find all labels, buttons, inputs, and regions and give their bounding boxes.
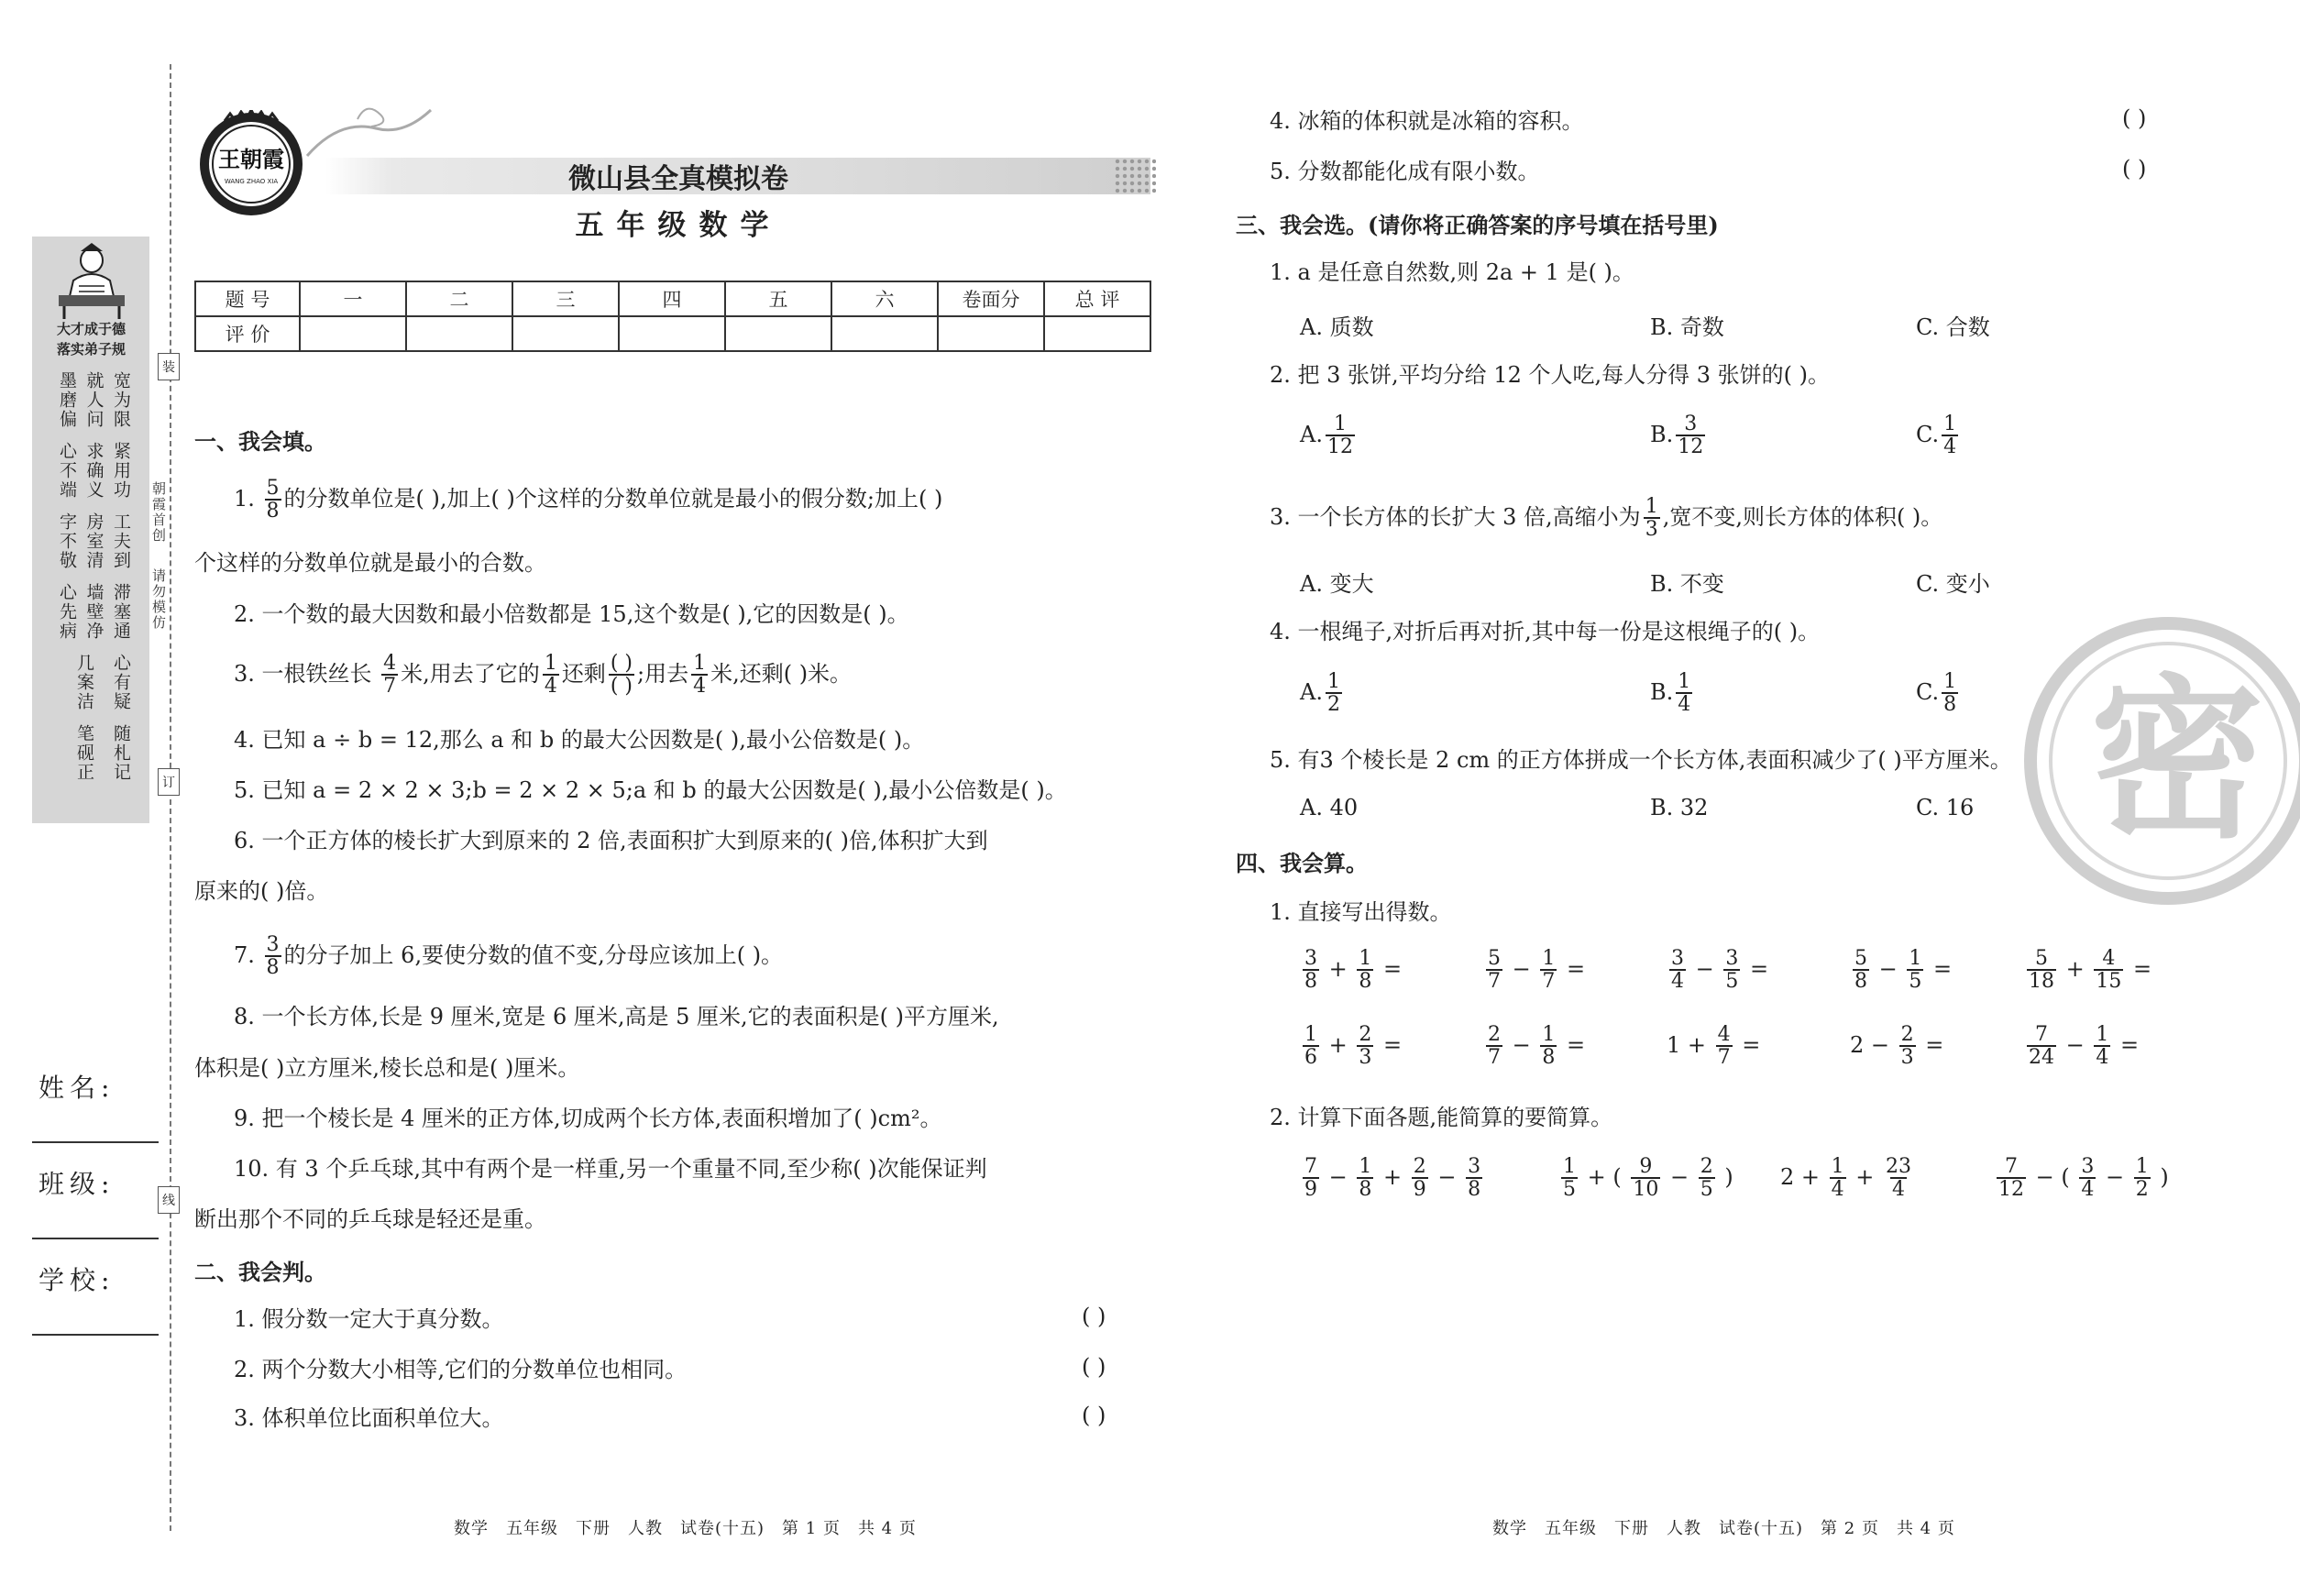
- score-table: [194, 281, 1151, 352]
- numerator: 3: [1304, 947, 1317, 970]
- equals-sign: =: [2126, 956, 2152, 982]
- denominator: 7: [1717, 1046, 1731, 1069]
- denominator: 24: [2029, 1046, 2054, 1069]
- side-note-1: 朝霞首创: [150, 481, 167, 544]
- fraction: [1540, 1025, 1557, 1068]
- fraction: [1326, 672, 1342, 715]
- section1-heading: 一、我会填。: [194, 428, 326, 455]
- sidebar-slogan: [39, 319, 144, 359]
- binding-tag-bot: 线: [158, 1186, 180, 1214]
- numerator: 1: [1645, 495, 1658, 518]
- numerator: 5: [266, 477, 280, 500]
- operand: 1: [1667, 1032, 1681, 1058]
- oral-calc-item: [1300, 1025, 1402, 1068]
- s3-q1-option-a[interactable]: A. 质数: [1300, 314, 1374, 340]
- score-input-cell[interactable]: [406, 316, 512, 351]
- s4-q2: 2. 计算下面各题,能简算的要简算。: [1270, 1105, 1613, 1130]
- s3-q5-option-a[interactable]: A. 40: [1300, 795, 1359, 820]
- fraction: [1486, 1025, 1502, 1068]
- denominator: 3: [1900, 1046, 1914, 1069]
- fraction: $\frac{1}{2}$: [2135, 1155, 2149, 1201]
- motto-col: 墨磨偏: [57, 371, 77, 429]
- oral-calc-item: [1483, 949, 1585, 992]
- s1-q1-line1: [234, 479, 942, 522]
- operator: +: [1680, 1032, 1713, 1058]
- s3-q2-option-a[interactable]: [1300, 414, 1358, 457]
- fraction: [1486, 949, 1502, 992]
- motto-columns: [55, 371, 133, 782]
- fraction: [1716, 1025, 1733, 1068]
- denominator: 2: [1326, 693, 1340, 716]
- operator: −: [1872, 956, 1905, 982]
- equals-sign: =: [1918, 1032, 1944, 1058]
- section3-heading: 三、我会选。(请你将正确答案的序号填在括号里): [1236, 212, 1719, 238]
- equals-sign: =: [1743, 956, 1769, 982]
- fraction: [2027, 949, 2056, 992]
- motto-group-6: [55, 724, 133, 782]
- name-label: 姓名:: [39, 1073, 116, 1103]
- fraction: [1357, 1025, 1373, 1068]
- numerator: 4: [1717, 1023, 1731, 1046]
- numerator: 1: [1542, 1023, 1556, 1046]
- fraction: $\frac{1}{8}$: [1359, 1155, 1372, 1201]
- fraction: [1942, 414, 1958, 457]
- denominator: 7: [1542, 970, 1556, 993]
- fraction: [1303, 949, 1319, 992]
- section4-heading: 四、我会算。: [1236, 850, 1368, 876]
- numerator: 3: [1671, 947, 1684, 970]
- denominator: 8: [266, 500, 280, 523]
- denominator: 3: [1645, 518, 1658, 541]
- logo-text: 王朝霞: [218, 146, 284, 172]
- numerator: 1: [1359, 947, 1372, 970]
- s3-q3-option-c[interactable]: C. 变小: [1916, 571, 1990, 597]
- denominator: 4: [1678, 693, 1691, 716]
- numerator: 4: [383, 652, 397, 675]
- school-field[interactable]: [32, 1334, 159, 1336]
- fraction: [2027, 1025, 2056, 1068]
- numerator: 1: [1678, 670, 1691, 693]
- denominator: 8: [1304, 970, 1317, 993]
- s3-q2-option-b[interactable]: [1650, 414, 1708, 457]
- confidential-stamp: [2021, 614, 2300, 908]
- s3-q1-option-c[interactable]: C. 合数: [1916, 314, 1990, 340]
- motto-col: 笔砚正: [74, 724, 94, 782]
- score-header-row: [195, 281, 1150, 316]
- motto-col: 滞塞通: [111, 583, 131, 641]
- denominator: 12: [1326, 435, 1353, 458]
- slogan-line-1: 大才成于德: [56, 321, 126, 337]
- fraction: [543, 654, 559, 697]
- score-cell: 总 评: [1044, 281, 1150, 316]
- answer-paren[interactable]: ( ): [1082, 1403, 1106, 1428]
- motto-group-5: [55, 654, 133, 711]
- score-input-cell[interactable]: [300, 316, 406, 351]
- numerator: 2: [1900, 1023, 1914, 1046]
- s1-q6-line1: 6. 一个正方体的棱长扩大到原来的 2 倍,表面积扩大到原来的( )倍,体积扩大到: [234, 828, 988, 853]
- oral-calc-item: [2024, 1025, 2139, 1068]
- fraction: [1899, 1025, 1916, 1068]
- fraction: $\frac{1}{4}$: [1831, 1155, 1844, 1201]
- fraction: [2094, 949, 2123, 992]
- binding-tag-mid: 订: [158, 768, 180, 796]
- s1-q1-line2: 个这样的分数单位就是最小的合数。: [194, 550, 546, 576]
- s1-q5: 5. 已知 a = 2 × 2 × 3;b = 2 × 2 × 5;a 和 b 的最大公因数是( ),最小公倍数是( )。: [234, 777, 1067, 803]
- denominator: 18: [2029, 970, 2054, 993]
- q-text: ;用去: [636, 661, 689, 687]
- q-text: 还剩: [561, 661, 606, 687]
- equals-sign: =: [1376, 1032, 1403, 1058]
- denominator: 7: [383, 675, 397, 698]
- motto-col: 就人问: [83, 371, 105, 429]
- numerator: 1: [2096, 1023, 2109, 1046]
- fraction: $\frac{23}{4}$: [1886, 1155, 1912, 1201]
- numerator: 1: [544, 652, 557, 675]
- motto-col: 心有疑: [111, 654, 131, 711]
- binding-line: [170, 64, 171, 1531]
- motto-col: 求确义: [83, 442, 105, 500]
- numerator: 1: [1326, 670, 1340, 693]
- s1-q10-line1: 10. 有 3 个乒乓球,其中有两个是一样重,另一个重量不同,至少称( )次能保证判: [234, 1156, 987, 1182]
- q-text: 3. 一个长方体的长扩大 3 倍,高缩小为: [1270, 504, 1641, 530]
- option-letter: B.: [1650, 679, 1674, 705]
- s3-q5: 5. 有3 个棱长是 2 cm 的正方体拼成一个长方体,表面积减少了( )平方厘米。: [1270, 747, 2012, 773]
- s1-q9: 9. 把一个棱长是 4 厘米的正方体,切成两个长方体,表面积增加了( )cm²。: [234, 1106, 942, 1131]
- fraction: [1540, 949, 1557, 992]
- s1-q6-line2: 原来的( )倍。: [194, 878, 329, 904]
- footer-right: 数学 五年级 下册 人教 试卷(十五) 第 2 页 共 4 页: [1492, 1519, 1955, 1538]
- section2-heading: 二、我会判。: [194, 1259, 326, 1285]
- title-dots: [1114, 158, 1156, 194]
- operator: −: [1505, 1032, 1538, 1058]
- score-cell: 四: [619, 281, 725, 316]
- option-letter: A.: [1300, 422, 1323, 447]
- q-text: 米,用去了它的: [401, 661, 540, 687]
- slogan-line-2: 落实弟子规: [56, 341, 126, 358]
- s1-q4: 4. 已知 a ÷ b = 12,那么 a 和 b 的最大公因数是( ),最小公倍数是( )。: [234, 727, 925, 753]
- q-text: ,宽不变,则长方体的体积( )。: [1662, 504, 1943, 530]
- score-input-cell[interactable]: [831, 316, 938, 351]
- answer-paren[interactable]: ( ): [1082, 1304, 1106, 1329]
- answer-fraction-blank[interactable]: [609, 654, 634, 697]
- simplify-expr-1: $\frac{7}{9}$ − $\frac{1}{8}$ + $\frac{2}{9}$ − $\frac{3}{8}$: [1304, 1155, 1481, 1201]
- operator: +: [1322, 1032, 1355, 1058]
- s3-q4-option-b[interactable]: [1650, 672, 1695, 715]
- fraction: [1303, 1025, 1319, 1068]
- s3-q2-option-c[interactable]: [1916, 414, 1961, 457]
- numerator: 5: [1854, 947, 1867, 970]
- fraction: [1669, 949, 1686, 992]
- fraction: [2094, 1025, 2110, 1068]
- option-letter: A.: [1300, 679, 1323, 705]
- motto-group-4: [55, 583, 133, 641]
- fraction: $\frac{7}{9}$: [1304, 1155, 1317, 1201]
- s1-q8-line1: 8. 一个长方体,长是 9 厘米,宽是 6 厘米,高是 5 厘米,它的表面积是( )平方厘米,: [234, 1004, 999, 1029]
- numerator: 1: [693, 652, 707, 675]
- motto-col: 紧用功: [111, 442, 131, 500]
- fraction: [1676, 672, 1692, 715]
- score-cell: 题 号: [195, 281, 300, 316]
- operator: −: [2059, 1032, 2092, 1058]
- operator: +: [1322, 956, 1355, 982]
- numerator: 7: [2035, 1023, 2048, 1046]
- score-cell: 五: [725, 281, 831, 316]
- s2-item-3: 3. 体积单位比面积单位大。: [234, 1405, 504, 1431]
- simplify-expr-3: 2 + $\frac{1}{4}$ + $\frac{23}{4}$: [1780, 1155, 1912, 1201]
- numerator: 3: [1725, 947, 1739, 970]
- oral-calc-item: [1300, 949, 1402, 992]
- s1-q3: [234, 654, 852, 697]
- motto-col: 墙壁净: [83, 583, 105, 641]
- motto-col: 宽为限: [111, 371, 131, 429]
- publisher-logo: [197, 110, 305, 218]
- denominator: 7: [1488, 970, 1501, 993]
- s2-item-5: 5. 分数都能化成有限小数。: [1270, 159, 1540, 184]
- score-cell: 三: [512, 281, 619, 316]
- fraction: [1357, 949, 1373, 992]
- score-input-cell[interactable]: [619, 316, 725, 351]
- motto-group-2: [55, 442, 133, 500]
- fraction: [1723, 949, 1740, 992]
- oral-calc-item: [1483, 1025, 1585, 1068]
- denominator: 3: [1359, 1046, 1372, 1069]
- numerator: 3: [266, 933, 280, 956]
- fraction: [1942, 672, 1958, 715]
- s3-q3: [1270, 497, 1942, 540]
- s3-q2: 2. 把 3 张饼,平均分给 12 个人吃,每人分得 3 张饼的( )。: [1270, 362, 1830, 388]
- denominator: 5: [1725, 970, 1739, 993]
- q-text: 的分数单位是( ),加上( )个这样的分数单位就是最小的假分数;加上( ): [283, 486, 943, 512]
- numerator: 2: [1359, 1023, 1372, 1046]
- denominator: 8: [1854, 970, 1867, 993]
- score-cell: 一: [300, 281, 406, 316]
- s3-q4: 4. 一根绳子,对折后再对折,其中每一份是这根绳子的( )。: [1270, 619, 1821, 644]
- numerator: 2: [1488, 1023, 1501, 1046]
- oral-calc-item: [2024, 949, 2151, 992]
- stamp-character: 密: [2089, 659, 2265, 862]
- fraction: [381, 654, 398, 697]
- score-cell: 六: [831, 281, 938, 316]
- fraction: [265, 935, 281, 978]
- motto-col: 随札记: [111, 724, 131, 782]
- denominator: 4: [1671, 970, 1684, 993]
- s2-item-2: 2. 两个分数大小相等,它们的分数单位也相同。: [234, 1357, 688, 1382]
- s3-q5-option-c[interactable]: C. 16: [1916, 795, 1975, 820]
- numerator: 4: [2102, 947, 2116, 970]
- fraction: [265, 479, 281, 522]
- fraction: [691, 654, 708, 697]
- motto-col: 工夫到: [111, 512, 131, 570]
- oral-calc-row-1: [1300, 949, 2152, 1013]
- numerator: 1: [1943, 413, 1957, 435]
- equals-sign: =: [1734, 1032, 1761, 1058]
- equals-sign: =: [1559, 1032, 1586, 1058]
- score-input-cell[interactable]: [1044, 316, 1150, 351]
- fraction: $\frac{2}{9}$: [1413, 1155, 1426, 1201]
- denominator: 8: [1542, 1046, 1556, 1069]
- motto-col: 心先病: [57, 583, 77, 641]
- equals-sign: =: [1376, 956, 1403, 982]
- motto-col: 几案洁: [74, 654, 94, 711]
- score-input-cell[interactable]: [512, 316, 619, 351]
- exam-title: 微山县全真模拟卷: [568, 163, 788, 195]
- numerator: 1: [1943, 670, 1957, 693]
- answer-paren[interactable]: ( ): [2122, 156, 2147, 182]
- denominator: 12: [1678, 435, 1704, 458]
- score-input-cell[interactable]: [938, 316, 1044, 351]
- equals-sign: =: [1559, 956, 1586, 982]
- s4-q1: 1. 直接写出得数。: [1270, 899, 1452, 925]
- s3-q1: 1. a 是任意自然数,则 2a + 1 是( )。: [1270, 259, 1634, 285]
- operator: −: [1505, 956, 1538, 982]
- motto-group-3: [55, 512, 133, 570]
- option-letter: B.: [1650, 422, 1674, 447]
- denominator: 4: [1943, 435, 1957, 458]
- numerator: 1: [1909, 947, 1922, 970]
- q-number: 7.: [234, 942, 255, 968]
- answer-paren[interactable]: ( ): [2122, 105, 2147, 131]
- logo-subtext: WANG ZHAO XIA: [224, 178, 279, 185]
- fraction: $\frac{7}{12}$: [1998, 1155, 2024, 1201]
- denominator: 8: [1359, 970, 1372, 993]
- score-cell: 卷面分: [938, 281, 1044, 316]
- numerator: 1: [1304, 1023, 1317, 1046]
- name-field[interactable]: [32, 1141, 159, 1143]
- fraction: [1644, 497, 1660, 540]
- class-field[interactable]: [32, 1238, 159, 1239]
- fraction: $\frac{3}{8}$: [1468, 1155, 1481, 1201]
- q-number: 1.: [234, 486, 255, 512]
- q-text: 米,还剩( )米。: [710, 661, 853, 687]
- motto-col: 字不敬: [57, 512, 77, 570]
- option-letter: C.: [1916, 422, 1940, 447]
- fraction: $\frac{9}{10}$: [1633, 1155, 1659, 1201]
- motto-col: 房室清: [83, 512, 105, 570]
- operand: 2: [1850, 1032, 1865, 1058]
- answer-paren[interactable]: ( ): [1082, 1354, 1106, 1380]
- side-note-2: 请勿模仿: [150, 568, 167, 631]
- operator: +: [2059, 956, 2092, 982]
- school-label: 学校:: [39, 1265, 116, 1295]
- footer-left: 数学 五年级 下册 人教 试卷(十五) 第 1 页 共 4 页: [454, 1519, 917, 1538]
- option-letter: C.: [1916, 679, 1940, 705]
- fraction: $\frac{2}{5}$: [1700, 1155, 1713, 1201]
- equals-sign: =: [1926, 956, 1953, 982]
- denominator: 7: [1488, 1046, 1501, 1069]
- s3-q4-option-c[interactable]: [1916, 672, 1961, 715]
- s3-q3-option-a[interactable]: A. 变大: [1300, 571, 1374, 597]
- binding-tag-top: 装: [158, 353, 180, 380]
- s2-item-1: 1. 假分数一定大于真分数。: [234, 1306, 504, 1332]
- denominator: 8: [1943, 693, 1957, 716]
- score-row-label: 评 价: [195, 316, 300, 351]
- fraction: [1676, 414, 1705, 457]
- s3-q4-option-a[interactable]: [1300, 672, 1345, 715]
- class-label: 班级:: [39, 1169, 116, 1199]
- equals-sign: =: [2113, 1032, 2140, 1058]
- oral-calc-item: [1850, 949, 1952, 992]
- denominator: 6: [1304, 1046, 1317, 1069]
- fraction: [1326, 414, 1355, 457]
- oral-calc-item: [1850, 1025, 1943, 1068]
- s3-q1-option-b[interactable]: B. 奇数: [1650, 314, 1724, 340]
- numerator-blank: ( ): [610, 652, 633, 675]
- numerator: 3: [1684, 413, 1698, 435]
- numerator: 5: [1488, 947, 1501, 970]
- numerator: 1: [1542, 947, 1556, 970]
- denominator: 15: [2096, 970, 2122, 993]
- q-text: 3. 一根铁丝长: [234, 661, 372, 687]
- denominator: 5: [1909, 970, 1922, 993]
- s1-q8-line2: 体积是( )立方厘米,棱长总和是( )厘米。: [194, 1055, 580, 1081]
- score-cell: 二: [406, 281, 512, 316]
- fraction: $\frac{3}{4}$: [2081, 1155, 2095, 1201]
- s1-q2: 2. 一个数的最大因数和最小倍数都是 15,这个数是( ),它的因数是( )。: [234, 601, 909, 627]
- motto-col: 心不端: [57, 442, 77, 500]
- oral-calc-item: [1667, 949, 1768, 992]
- denominator: 8: [266, 956, 280, 979]
- oral-calc-row-2: [1300, 1025, 2152, 1089]
- denominator: 4: [2096, 1046, 2109, 1069]
- motto-group-1: [55, 371, 133, 429]
- exam-subtitle: 五年级数学: [575, 209, 782, 242]
- operator: −: [1864, 1032, 1897, 1058]
- s3-q5-option-b[interactable]: B. 32: [1650, 795, 1709, 820]
- numerator: 1: [1333, 413, 1347, 435]
- numerator: 5: [2035, 947, 2048, 970]
- fraction: $\frac{1}{5}$: [1563, 1155, 1576, 1201]
- fraction: [1853, 949, 1869, 992]
- operator: −: [1689, 956, 1722, 982]
- s1-q7: [234, 935, 783, 978]
- denominator: 4: [544, 675, 557, 698]
- s3-q3-option-b[interactable]: B. 不变: [1650, 571, 1724, 597]
- simplify-expr-4: $\frac{7}{12}$ − ( $\frac{3}{4}$ − $\frac{1}{2}$ ): [1998, 1155, 2169, 1201]
- simplify-expr-2: $\frac{1}{5}$ + ( $\frac{9}{10}$ − $\frac{2}{5}$ ): [1563, 1155, 1733, 1201]
- ribbon-decoration: [303, 101, 440, 174]
- s1-q10-line2: 断出那个不同的乒乓球是轻还是重。: [194, 1206, 546, 1232]
- denominator-blank: ( ): [610, 675, 633, 698]
- score-input-cell[interactable]: [725, 316, 831, 351]
- fraction: [1907, 949, 1923, 992]
- score-value-row: [195, 316, 1150, 351]
- s2-item-4: 4. 冰箱的体积就是冰箱的容积。: [1270, 108, 1584, 134]
- denominator: 4: [693, 675, 707, 698]
- oral-calc-item: [1667, 1025, 1760, 1068]
- scholar-illustration-icon: [46, 240, 138, 321]
- q-text: 的分子加上 6,要使分数的值不变,分母应该加上( )。: [283, 942, 784, 968]
